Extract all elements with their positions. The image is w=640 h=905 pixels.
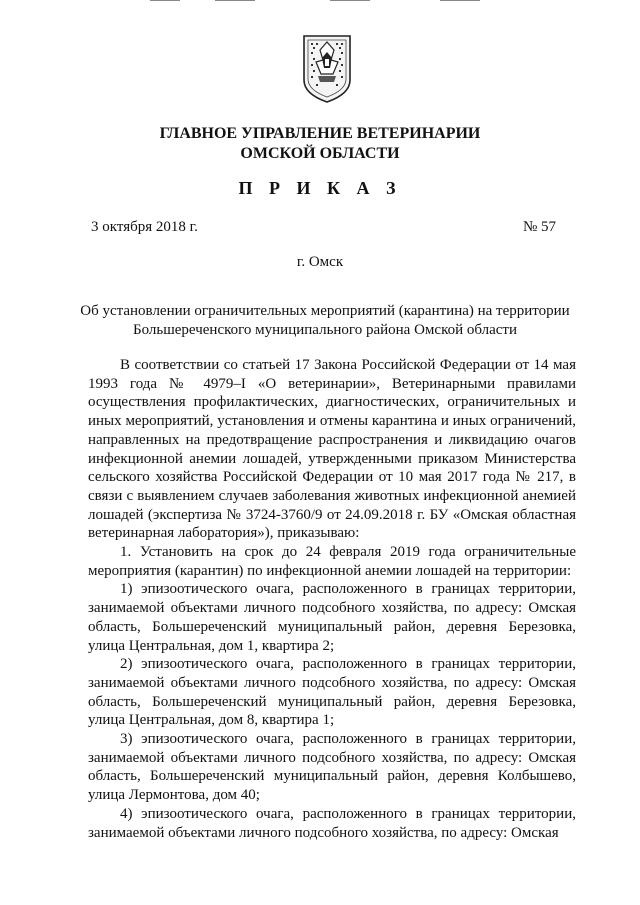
paragraph-subitem-2: 2) эпизоотического очага, расположенного в границах территории, занимаемой объектами личного подсобного хозяйства, по адресу: Омская область, Большереченский муниципальный район, деревня Березовка, улица Центральная, дом 8, квартира 1;: [88, 656, 576, 729]
paragraph-preamble: В соответствии со статьей 17 Закона Российской Федерации от 14 мая 1993 года № 4979–I «О ветеринарии», Ветеринарными правилами осуществления профилактических, диагностических, ограничительных и иных мероприятий, установления и отмены карантина и иных ограничений, направленных на предотвращение распространения и ликвидацию очагов инфекционной анемии лошадей, утвержденными приказом Министерства сельского хозяйства Российской Федерации от 10 мая 2017 года № 217, в связи с выявлением случаев заболевания животных инфекционной анемией лошадей (экспертиза № 3724-3760/9 от 24.09.2018 г. БУ «Омская областная ветеринарная лаборатория»), приказываю:: [88, 357, 576, 542]
paragraph-subitem-1: 1) эпизоотического очага, расположенного в границах территории, занимаемой объектами личного подсобного хозяйства, по адресу: Омская область, Большереченский муниципальный район, деревня Березовка, улица Центральная, дом 1, квартира 2;: [88, 581, 576, 654]
order-body: [88, 356, 576, 842]
organization-line-2: ОМСКОЙ ОБЛАСТИ: [240, 145, 400, 162]
order-title: П Р И К А З: [238, 178, 402, 198]
organization-name: [0, 124, 640, 164]
paragraph-subitem-4: 4) эпизоотического очага, расположенного в границах территории, занимаемой объектами личного подсобного хозяйства, по адресу: Омская: [88, 805, 576, 841]
city: г. Омск: [296, 254, 344, 270]
order-date: 3 октября 2018 г.: [91, 219, 198, 235]
order-number: № 57: [522, 219, 556, 235]
paragraph-subitem-3: 3) эпизоотического очага, расположенного в границах территории, занимаемой объектами личного подсобного хозяйства, по адресу: Омская область, Большереченский муниципальный район, деревня Колбышево, улица Лермонтова, дом 40;: [88, 731, 576, 804]
order-subject: [80, 302, 570, 340]
coat-of-arms-icon: [300, 32, 354, 104]
paragraph-item-1: 1. Установить на срок до 24 февраля 2019 года ограничительные мероприятия (карантин) по инфекционной анемии лошадей на территории:: [88, 544, 576, 579]
scan-top-edge: [0, 0, 640, 2]
subject-line-2: Большереченского муниципального района Омской области: [132, 322, 518, 338]
organization-line-1: ГЛАВНОЕ УПРАВЛЕНИЕ ВЕТЕРИНАРИИ: [159, 125, 481, 142]
subject-line-1: Об установлении ограничительных мероприятий (карантина) на территории: [80, 303, 570, 319]
